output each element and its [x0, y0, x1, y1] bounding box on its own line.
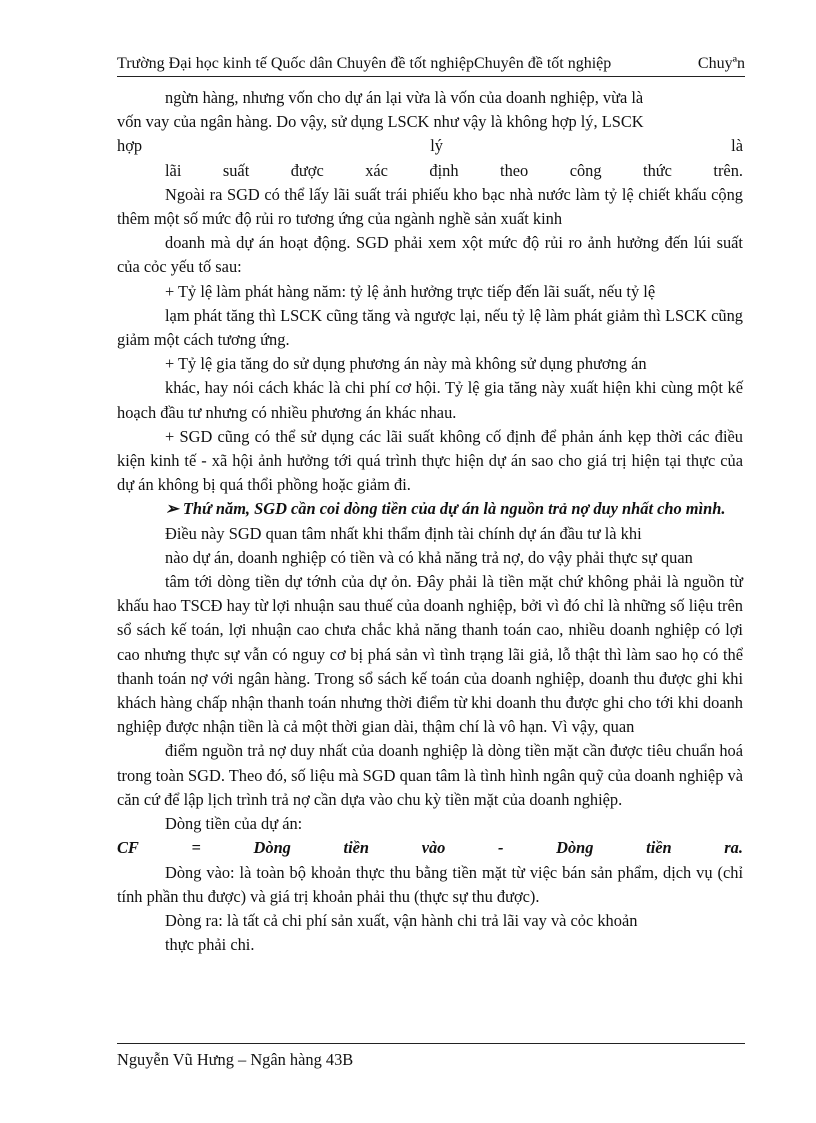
word: lý [430, 136, 443, 156]
paragraph: Dòng vào: là toàn bộ khoản thực thu bằng tiền mặt từ việc bán sản phẩm, dịch vụ (chỉ tính phần thu được) và giá trị khoản phải thu (thực sự thu được). [117, 862, 743, 906]
paragraph: ngừn hàng, nhưng vốn cho dự án lại vừa là vốn của doanh nghiệp, vừa là [165, 88, 644, 107]
paragraph: doanh mà dự án hoạt động. SGD phải xem xột mức độ rủi ro ảnh hưởng đến lúi suất của cỏc yếu tố sau: [117, 233, 743, 277]
formula-term: CF [117, 838, 139, 858]
paragraph: vốn vay của ngân hàng. Do vậy, sử dụng LSCK như vậy là không hợp lý, LSCK [117, 112, 644, 132]
footer-author: Nguyễn Vũ Hưng – Ngân hàng 43B [117, 1050, 354, 1069]
word: hợp [117, 136, 143, 156]
paragraph: nào dự án, doanh nghiệp có tiền và có khả năng trả nợ, do vậy phải thực sự quan [165, 547, 693, 567]
paragraph: điểm nguồn trả nợ duy nhất của doanh nghiệp là dòng tiền mặt cần được tiêu chuẩn hoá trong toàn SGD. Theo đó, số liệu mà SGD quan tâm là tình hình ngân quỹ của doanh nghiệp và căn cứ để lập lịch trình trả nợ cần dựa vào chu kỳ tiền mặt của doanh nghiệp. [117, 741, 743, 809]
formula-term: Dòng [556, 838, 594, 858]
paragraph [117, 134, 743, 158]
paragraph: lạm phát tăng thì LSCK cũng tăng và ngược lại, nếu tỷ lệ làm phát giảm thì LSCK cũng giảm một cách tương ứng. [117, 305, 743, 350]
paragraph: Dòng ra: là tất cả chi phí sản xuất, vận hành chi trả lãi vay và cỏc khoản [165, 910, 638, 930]
page-header [117, 52, 745, 77]
paragraph: Điều này SGD quan tâm nhất khi thẩm định tài chính dự án đầu tư là khi [165, 523, 642, 543]
document-body [117, 86, 743, 957]
formula-term: vào [421, 838, 446, 858]
cash-flow-formula [117, 836, 743, 860]
section-heading: ➢ Thứ năm, SGD cần coi dòng tiền của dự án là nguồn trả nợ duy nhất cho mình. [165, 499, 726, 519]
header-title: Trường Đại học kinh tế Quốc dân Chuyên đề tốt nghiệpChuyên đề tốt nghiệp [117, 55, 612, 72]
paragraph: khác, hay nói cách khác là chi phí cơ hội. Tỷ lệ gia tăng này xuất hiện khi cùng một kế hoạch đầu tư nhưng có nhiều phương án khác nhau. [117, 378, 743, 422]
paragraph: + Tỷ lệ gia tăng do sử dụng phương án này mà không sử dụng phương án [165, 354, 647, 374]
formula-term: ra. [724, 838, 743, 858]
page-footer [117, 1043, 745, 1072]
formula-term: tiền [646, 838, 672, 858]
formula-term: - [498, 838, 504, 858]
formula-term: = [191, 838, 201, 858]
formula-term: tiền [343, 838, 370, 858]
paragraph: Dòng tiền của dự án: [165, 814, 303, 834]
paragraph: Ngoài ra SGD có thể lấy lãi suất trái phiếu kho bạc nhà nước làm tỷ lệ chiết khấu cộng thêm một số mức độ rủi ro tương ứng của ngành nghề sản xuất kinh [117, 184, 743, 229]
word: là [731, 136, 743, 156]
paragraph: + Tỷ lệ làm phát hàng năm: tỷ lệ ảnh hưởng trực tiếp đến lãi suất, nếu tỷ lệ [165, 281, 656, 301]
paragraph: + SGD cũng có thể sử dụng các lãi suất không cố định để phản ánh kẹp thời các điều kiện kinh tế - xã hội ảnh hưởng tới quá trình thực hiện dự án sao cho giá trị hiện tại thực của dự án không bị quá thổi phồng hoặc giảm đi. [117, 426, 743, 495]
paragraph: lãi suất được xác định theo công thức trên. [165, 160, 743, 180]
paragraph: tâm tới dòng tiền dự tớnh của dự ỏn. Đây phải là tiền mặt chứ không phải là nguồn từ khấu hao TSCĐ hay từ lợi nhuận sau thuế của doanh nghiệp, bởi vì đó chỉ là những số liệu trên sổ sách kế toán, lợi nhuận cao chưa chắc khả năng thanh toán cao, nhiều doanh nghiệp có lợi cao nhưng thực sự vẫn có nguy cơ bị phá sản vì tình trạng lãi giả, lỗ thật thì làm sao họ có thể thanh toán nợ với ngân hàng. Trong sổ sách kế toán của doanh nghiệp, doanh thu được ghi khi khách hàng chấp nhận thanh toán nhưng thời điểm từ khi doanh thu được ghi cho tới khi doanh nghiệp được nhận tiền là cả một thời gian dài, thậm chí là vô hạn. Vì vậy, quan [117, 572, 743, 737]
formula-term: Dòng [253, 838, 291, 858]
header-right-text: Chuyªn [697, 55, 745, 72]
paragraph: thực phải chi. [165, 935, 255, 955]
